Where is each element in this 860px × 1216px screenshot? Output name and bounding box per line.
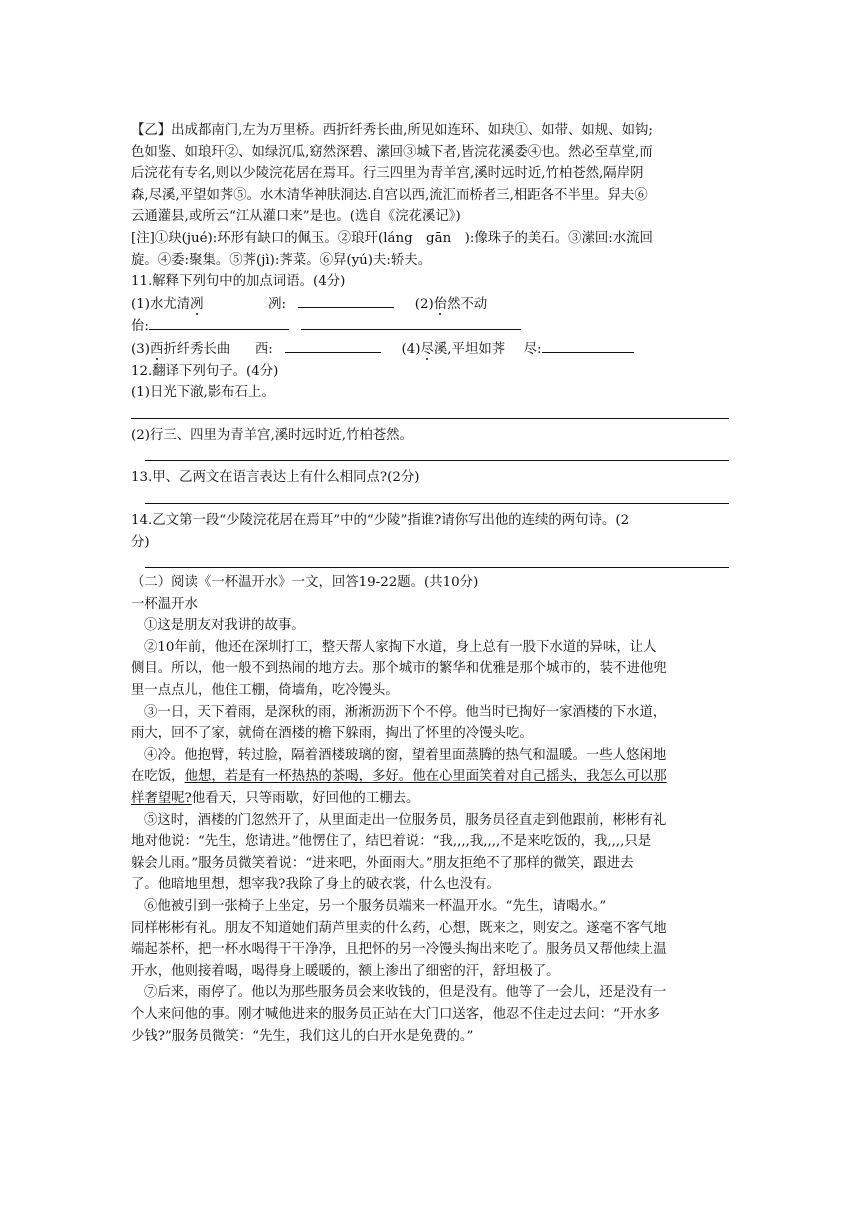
- q11-item4-dotted-word: 尽: [420, 341, 434, 357]
- q11-item3-prefix: (3): [131, 341, 150, 357]
- answer-line-12-2[interactable]: [145, 446, 729, 461]
- answer-blank-3[interactable]: [285, 338, 381, 353]
- answer-blank-4[interactable]: [542, 338, 634, 353]
- annotation-notes: [注]①玦(jué):环形有缺口的佩玉。②琅玕(láng gān ):像珠子的美石。③潆回:水流回: [131, 230, 653, 246]
- passage-yi-line: 色如鉴、如琅玕②、如绿沉瓜,窈然深碧、潆回③城下者,皆浣花溪委④也。然必至草堂,而: [131, 144, 653, 160]
- story-paragraph-line: 里一点点儿，他住工棚，倚墙角，吃冷馒头。: [131, 683, 399, 699]
- plain-text: 在吃饭，: [131, 769, 185, 785]
- answer-line-13[interactable]: [145, 489, 729, 504]
- q11-item2-dotted-word: 佁: [433, 296, 448, 312]
- question-12-sentence-2: (2)行三、四里为青羊宫,溪时远时近,竹柏苍然。: [131, 427, 413, 443]
- passage-yi-line: 后浣花有专名,则以少陵浣花居在焉耳。行三四里为青羊宫,溪时远时近,竹柏苍然,隔岸阴: [131, 166, 644, 182]
- question-12-sentence-1: (1)日光下澈,影布石上。: [131, 385, 275, 401]
- q11-item1-prefix: (1)水尤清: [131, 296, 191, 312]
- story-paragraph-line: 躲会儿雨。”服务员微笑着说：“进来吧，外面雨大。”朋友拒绝不了那样的微笑，跟进去: [131, 855, 634, 871]
- q11-item3-suffix: 折纤秀长曲: [163, 341, 231, 357]
- q11-item4-prefix: (4): [401, 341, 421, 357]
- plain-text: 他看天，只等雨歇，好回他的工棚去。: [191, 791, 420, 807]
- story-paragraph-line: 了。他暗地里想，想宰我?我除了身上的破衣裳，什么也没有。: [131, 877, 500, 893]
- q11-item4-label: 尽:: [523, 341, 542, 357]
- story-paragraph: ⑦后来，雨停了。他以为那些服务员会来收钱的，但是没有。他等了一会儿，还是没有一: [144, 985, 667, 1001]
- story-paragraph-line: 地对他说：“先生，您请进。”他愣住了，结巴着说：“我,,,,我,,,,不是来吃饭的，我,,,,只是: [131, 834, 652, 850]
- story-paragraph: ④冷。他抱臂，转过脸，隔着酒楼玻璃的窗，望着里面蒸腾的热气和温暖。一些人悠闲地: [144, 747, 667, 763]
- q11-item3-dotted-word: 西: [149, 341, 164, 357]
- question-11-row-2: [131, 315, 731, 338]
- q11-item3-label: 西:: [254, 341, 273, 357]
- story-paragraph: ①这是朋友对我讲的故事。: [144, 618, 305, 634]
- question-13-title: 13.甲、乙两文在语言表达上有什么相同点?(2分): [131, 470, 420, 486]
- story-paragraph-line: 侧目。所以，他一般不到热闹的地方去。那个城市的繁华和优雅是那个城市的，装不进他兜: [131, 661, 667, 677]
- passage-yi-line: 云通灌县,或所云“江从灌口来”是也。(选自《浣花溪记》): [131, 209, 461, 225]
- passage-yi-line: 【乙】出成都南门,左为万里桥。西折纤秀长曲,所见如连环、如玦①、如带、如规、如钩;: [131, 123, 653, 138]
- document-page: [131, 120, 731, 1047]
- question-11-row-1: [131, 293, 731, 316]
- story-paragraph-line: [131, 766, 731, 788]
- story-paragraph: ③一日，天下着雨，是深秋的雨，淅淅沥沥下个不停。他当时已掏好一家酒楼的下水道，: [144, 704, 667, 720]
- answer-line-14[interactable]: [145, 553, 729, 568]
- q11-item1-dotted-word: 冽: [190, 296, 204, 312]
- answer-line-12-1[interactable]: [131, 404, 729, 419]
- story-paragraph-line: 少钱?”服务员微笑：“先生，我们这儿的白开水是免费的。”: [131, 1028, 474, 1044]
- answer-blank-2-continued[interactable]: [301, 315, 521, 330]
- story-paragraph-line: 开水，他则接着喝，喝得身上暖暖的，额上渗出了细密的汗，舒坦极了。: [131, 963, 560, 979]
- story-paragraph-line: 雨大，回不了家，就倚在酒楼的檐下躲雨，掏出了怀里的冷馒头吃。: [131, 726, 533, 742]
- question-14-title-continued: 分): [131, 534, 150, 550]
- section-2-header: （二）阅读《一杯温开水》一文，回答19-22题。(共10分): [131, 575, 479, 591]
- story-paragraph: ⑥他被引到一张椅子上坐定，另一个服务员端来一杯温开水。“先生，请喝水。”: [144, 899, 607, 914]
- q11-item1-label: 冽:: [268, 296, 286, 312]
- story-paragraph: ⑤这时，酒楼的门忽然开了，从里面走出一位服务员，服务员径直走到他跟前，彬彬有礼: [144, 812, 667, 828]
- answer-blank-2[interactable]: [149, 315, 289, 330]
- question-14-title: 14.乙文第一段“少陵浣花居在焉耳”中的“少陵”指谁?请你写出他的连续的两句诗。(2: [131, 512, 630, 528]
- q11-item4-suffix: 溪,平坦如荠: [433, 341, 506, 357]
- q11-item2-prefix: (2): [414, 296, 434, 312]
- q11-item2-label: 佁:: [131, 319, 149, 335]
- question-11-row-3: [131, 338, 731, 361]
- q11-item2-suffix: 然不动: [447, 296, 488, 312]
- story-title: 一杯温开水: [131, 596, 198, 612]
- answer-blank-1[interactable]: [298, 293, 394, 308]
- passage-yi-line: 森,尽溪,平望如荠⑤。水木清华神肤洞达.自宫以西,流汇而桥者三,相距各不半里。舁夫⑥: [131, 187, 648, 203]
- story-paragraph-line: 个人来问他的事。刚才喊他进来的服务员正站在大门口送客，他忍不住走过去问：“开水多: [131, 1006, 661, 1022]
- story-paragraph: ②10年前，他还在深圳打工，整天帮人家掏下水道，身上总有一股下水道的异味，让人: [144, 639, 657, 655]
- underlined-sentence: 他想，若是有一杯热热的茶喝，多好。他在心里面笑着对自己摇头，我怎么可以那: [184, 769, 667, 785]
- question-11-title: 11.解释下列句中的加点词语。(4分): [131, 274, 346, 290]
- story-paragraph-line: 端起茶杯，把一杯水喝得干干净净，且把怀的另一冷馒头掏出来吃了。服务员又帮他续上温: [131, 942, 667, 958]
- story-paragraph-line: [131, 788, 731, 810]
- underlined-sentence: 样奢望呢?: [131, 791, 192, 807]
- question-12-title: 12.翻译下列句子。(4分): [131, 363, 279, 379]
- story-paragraph-line: 同样彬彬有礼。朋友不知道她们葫芦里卖的什么药，心想，既来之，则安之。遂毫不客气地: [131, 920, 667, 936]
- annotation-notes: 旋。④委:聚集。⑤荠(jì):荠菜。⑥舁(yú)夫:轿夫。: [131, 252, 432, 268]
